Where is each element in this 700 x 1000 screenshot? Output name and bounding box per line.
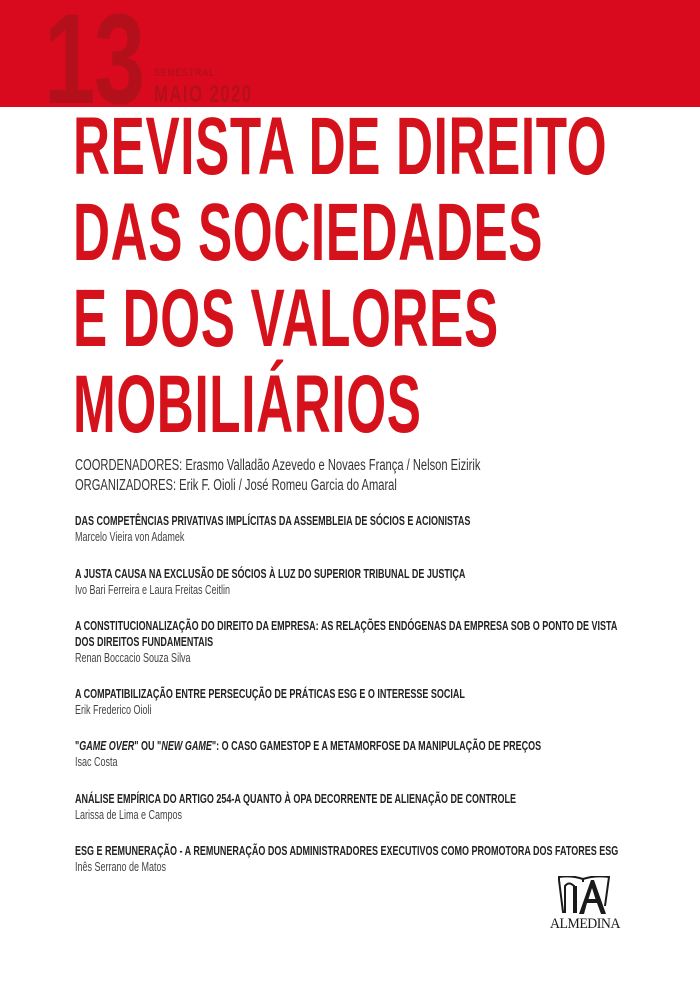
article-title: ANÁLISE EMPÍRICA DO ARTIGO 254-A QUANTO À OPA DECORRENTE DE ALIENAÇÃO DE CONTROLE	[75, 792, 517, 806]
organizers-line: ORGANIZADORES: Erik F. Oioli / José Romeu Garcia do Amaral	[75, 477, 397, 494]
issue-number: 13	[44, 0, 144, 107]
article-item	[75, 618, 700, 667]
editorial-credits	[75, 456, 638, 496]
article-title: DAS COMPETÊNCIAS PRIVATIVAS IMPLÍCITAS DA ASSEMBLEIA DE SÓCIOS E ACIONISTAS	[75, 514, 471, 528]
article-author: Isac Costa	[75, 755, 118, 769]
article-title	[75, 738, 541, 754]
quote-separator: " OU "	[134, 739, 162, 753]
title-italic-new-game: NEW GAME	[161, 739, 212, 753]
article-item	[75, 791, 688, 824]
article-item	[75, 566, 617, 599]
article-item	[75, 513, 624, 546]
article-author: Renan Boccacio Souza Silva	[75, 651, 191, 665]
article-title: A CONSTITUCIONALIZAÇÃO DO DIREITO DA EMPRESA: AS RELAÇÕES ENDÓGENAS DA EMPRESA SOB O PONTO DE VISTA	[75, 619, 618, 633]
publisher-logo	[538, 876, 632, 932]
article-title: ESG E REMUNERAÇÃO - A REMUNERAÇÃO DOS ADMINISTRADORES EXECUTIVOS COMO PROMOTORA DOS FATORES ESG	[75, 844, 619, 858]
article-author: Erik Frederico Oioli	[75, 703, 152, 717]
title-line-3: E DOS VALORES	[73, 273, 499, 364]
article-item	[75, 843, 700, 876]
article-title-continued: DOS DIREITOS FUNDAMENTAIS	[75, 635, 214, 649]
coordinators-line: COORDENADORES: Erasmo Valladão Azevedo e Novaes França / Nelson Eizirik	[75, 457, 481, 474]
header-banner	[0, 0, 700, 107]
title-line-4: MOBILIÁRIOS	[73, 359, 422, 450]
title-rest: ": O CASO GAMESTOP E A METAMORFOSE DA MANIPULAÇÃO DE PREÇOS	[211, 739, 542, 753]
title-italic-game-over: GAME OVER	[79, 739, 135, 753]
title-line-2: DAS SOCIEDADES	[73, 187, 544, 278]
article-author: Marcelo Vieira von Adamek	[75, 530, 185, 544]
article-author: Ivo Bari Ferreira e Laura Freitas Ceitlin	[75, 583, 231, 597]
article-title: A COMPATIBILIZAÇÃO ENTRE PERSECUÇÃO DE PRÁTICAS ESG E O INTERESSE SOCIAL	[75, 687, 465, 701]
publisher-name: ALMEDINA	[550, 916, 620, 932]
article-author: Inês Serrano de Matos	[75, 860, 167, 874]
article-item	[75, 738, 700, 771]
article-author: Larissa de Lima e Campos	[75, 808, 183, 822]
issue-date: MAIO 2020	[154, 81, 253, 107]
journal-title	[73, 101, 700, 450]
periodicity-label: SEMESTRAL	[154, 67, 216, 79]
article-title: A JUSTA CAUSA NA EXCLUSÃO DE SÓCIOS À LUZ DO SUPERIOR TRIBUNAL DE JUSTIÇA	[75, 567, 466, 581]
title-line-1: REVISTA DE DIREITO	[73, 101, 608, 192]
article-item	[75, 686, 616, 719]
quote-open: "	[75, 739, 80, 753]
book-a-icon	[557, 876, 613, 916]
